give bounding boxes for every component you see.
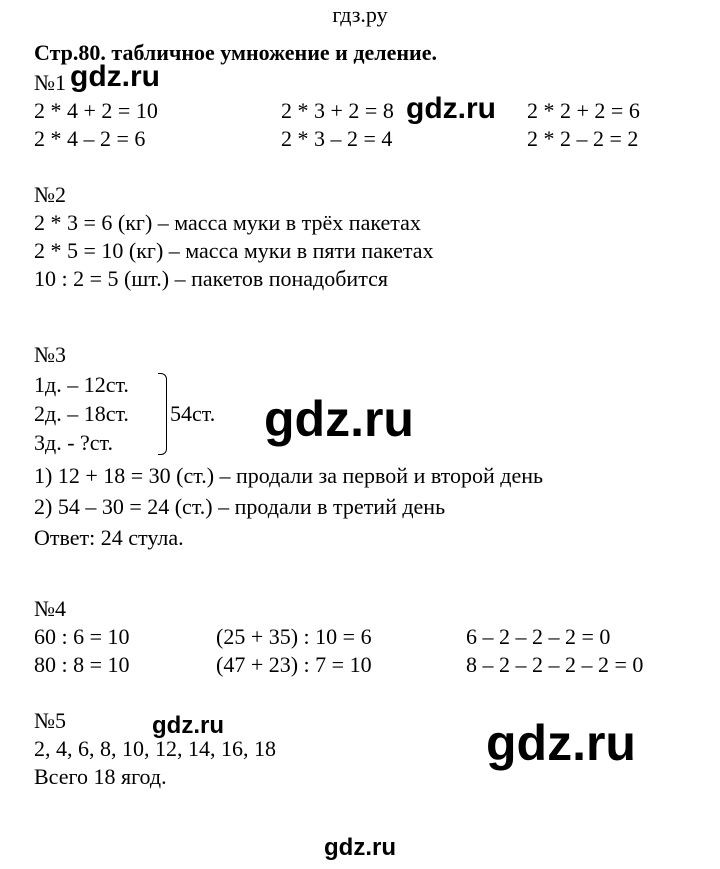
task4-line: 60 : 6 = 10	[34, 624, 130, 649]
task1-line: 2 * 4 + 2 = 10	[34, 98, 158, 123]
task4-line: 6 – 2 – 2 – 2 = 0	[466, 624, 611, 649]
task2-line: 2 * 3 = 6 (кг) – масса муки в трёх пакетах	[34, 210, 421, 235]
watermark-logo: gdz.ru	[264, 391, 414, 447]
task3-total: 54ст.	[170, 401, 216, 426]
task4-line: 8 – 2 – 2 – 2 – 2 = 0	[466, 652, 644, 677]
task2-line: 2 * 5 = 10 (кг) – масса муки в пяти пакетах	[34, 238, 434, 263]
task3-day: 2д. – 18ст.	[34, 401, 129, 426]
task4-label: №4	[34, 596, 66, 621]
task3-line: 2) 54 – 30 = 24 (ст.) – продали в третий день	[34, 494, 446, 519]
task1-line: 2 * 4 – 2 = 6	[34, 126, 146, 151]
task2-label: №2	[34, 182, 66, 207]
task1-line: 2 * 3 + 2 = 8	[281, 98, 394, 123]
task3-label: №3	[34, 342, 66, 367]
site-header: гдз.ру	[332, 2, 388, 27]
watermark-logo: gdz.ru	[486, 715, 636, 771]
task2-line: 10 : 2 = 5 (шт.) – пакетов понадобится	[34, 266, 388, 291]
task3-line: 1) 12 + 18 = 30 (ст.) – продали за первой и второй день	[34, 463, 544, 488]
task1-line: 2 * 3 – 2 = 4	[281, 126, 393, 151]
page-title: Стр.80. табличное умножение и деление.	[34, 40, 437, 65]
watermark-logo: gdz.ru	[152, 712, 224, 739]
task4-line: 80 : 8 = 10	[34, 652, 130, 677]
task4-line: (25 + 35) : 10 = 6	[216, 624, 372, 649]
watermark-logo: gdz.ru	[70, 60, 160, 93]
task3-day: 3д. - ?ст.	[34, 430, 114, 455]
watermark-logo: gdz.ru	[324, 834, 396, 861]
task4-line: (47 + 23) : 7 = 10	[216, 652, 372, 677]
brace-bracket	[158, 373, 167, 455]
task1-line: 2 * 2 + 2 = 6	[527, 98, 640, 123]
task5-label: №5	[34, 708, 66, 733]
task3-answer: Ответ: 24 стула.	[34, 525, 184, 550]
task1-label: №1	[34, 70, 66, 95]
task5-answer: Всего 18 ягод.	[34, 764, 167, 789]
task5-line: 2, 4, 6, 8, 10, 12, 14, 16, 18	[34, 736, 276, 761]
task1-line: 2 * 2 – 2 = 2	[527, 126, 639, 151]
watermark-logo: gdz.ru	[406, 92, 496, 125]
task3-day: 1д. – 12ст.	[34, 372, 129, 397]
